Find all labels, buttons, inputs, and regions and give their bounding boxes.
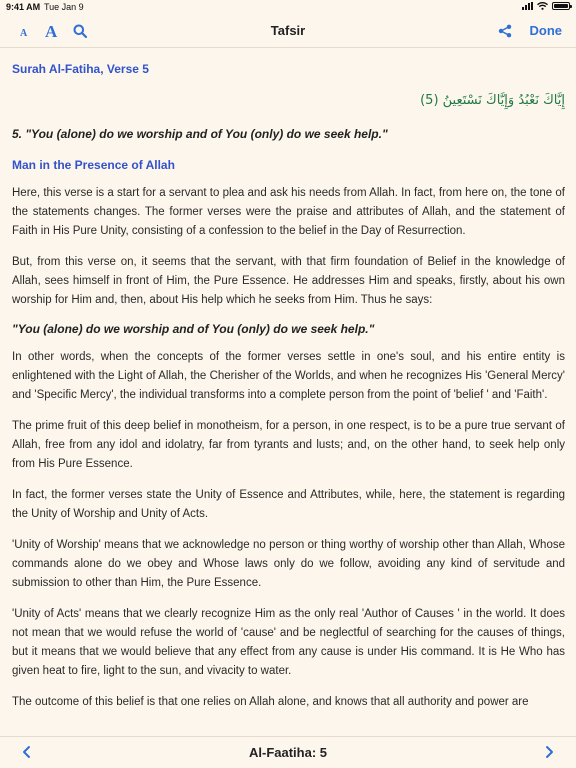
- navigation-bar: [0, 14, 576, 48]
- paragraph: In fact, the former verses state the Unity of Essence and Attributes, while, here, the statement is regarding the Unity of Worship and Unity of Acts.: [12, 489, 565, 520]
- section-heading: Man in the Presence of Allah: [12, 158, 175, 172]
- cellular-signal-icon: [522, 2, 533, 10]
- paragraph: Here, this verse is a start for a servant to plea and ask his needs from Allah. In fact, from here on, the tone of the statements changes. The former verses were the praise and attributes of Allah, and the statement of Faith in His Pure Unity, consisting of a confession to the belief in the Day of Resurrection.: [12, 187, 565, 237]
- status-bar: [0, 0, 576, 14]
- current-verse-label: Al-Faatiha: 5: [248, 745, 327, 760]
- wifi-icon: [537, 2, 548, 10]
- paragraph: 'Unity of Acts' means that we clearly recognize Him as the only real 'Author of Causes ' in the world. It does not mean that we would refuse the world of 'cause' and be neglectful of searching for the causes of things, but it means that we would believe that any effect from any cause is under His command. It is He Who has given heat to fire, light to the sun, and vivacity to water.: [12, 608, 565, 677]
- verse-translation-heading: 5. "You (alone) do we worship and of You (only) do we seek help.": [12, 127, 388, 141]
- tafsir-content[interactable]: [12, 48, 565, 736]
- bottom-toolbar: [0, 736, 576, 768]
- page-title: Tafsir: [270, 23, 306, 38]
- chevron-right-icon[interactable]: [542, 745, 556, 759]
- font-decrease-icon[interactable]: A: [20, 28, 28, 39]
- status-icons: [522, 2, 570, 10]
- paragraph: But, from this verse on, it seems that the servant, with that firm foundation of Belief in the knowledge of Allah, sees himself in front of Him, the Pure Essence. He addresses Him and speaks, firstly, about his own worship for Him and, then, about His help which he seeks from Him. Thus he says:: [12, 256, 565, 306]
- surah-verse-title: Surah Al-Fatiha, Verse 5: [12, 62, 149, 76]
- share-icon[interactable]: [498, 24, 512, 38]
- paragraph: The prime fruit of this deep belief in monotheism, for a person, in one respect, is to be a pure true servant of Allah, free from any idol and idolatry, far from tyrants and lusts; and, on the other hand, to seek help only from His Pure Essence.: [12, 420, 565, 470]
- paragraph: 'Unity of Worship' means that we acknowledge no person or thing worthy of worship other than Allah, Whose commands alone do we obey and Whose laws only do we follow, avoiding any kind of servitude and submission to other than Him, the Pure Essence.: [12, 539, 565, 589]
- paragraph: In other words, when the concepts of the former verses settle in one's soul, and his entire entity is enlightened with the Light of Allah, the Cherisher of the Worlds, and when he recognizes His 'General Mercy' and 'Specific Mercy', the individual transforms into a complete person from the point of 'belief ' and 'Faith'.: [12, 351, 565, 401]
- done-button[interactable]: Done: [529, 23, 562, 38]
- battery-icon: [552, 2, 570, 10]
- arabic-verse: إِيَّاكَ نَعْبُدُ وَإِيَّاكَ نَسْتَعِينُ (5): [420, 93, 565, 108]
- verse-quote: "You (alone) do we worship and of You (only) do we seek help.": [12, 322, 375, 336]
- status-date: Tue Jan 9: [44, 2, 84, 12]
- paragraph: The outcome of this belief is that one relies on Allah alone, and knows that all authority and power are: [12, 696, 529, 708]
- font-increase-icon[interactable]: A: [45, 22, 58, 41]
- status-time: 9:41 AM: [6, 2, 41, 12]
